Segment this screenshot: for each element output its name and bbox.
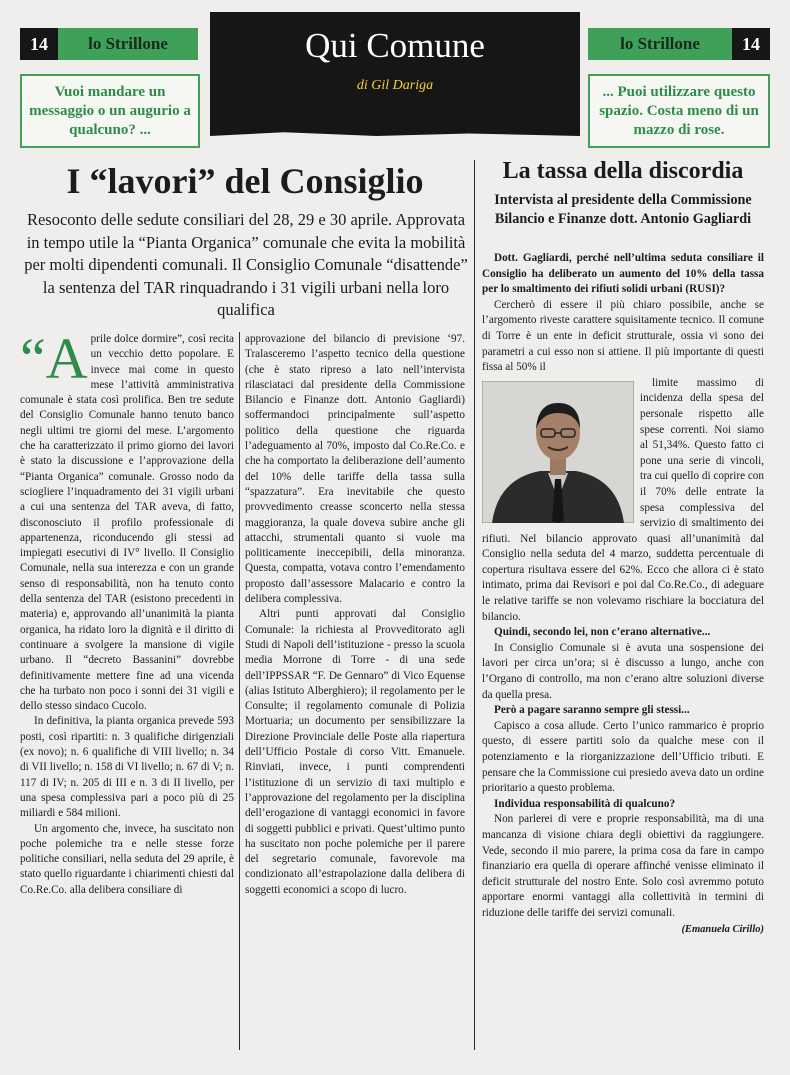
article-subtitle: Resoconto delle sedute consiliari del 28, 29 e 30 aprile. Approvata in tempo utile la “Pianta Organica” comunale che evita la mobilità per molti dipendenti comunali. Il Consiglio Comunale “disattende” la sentenza del TAR rinquadrando i 31 vigili urbani nella loro qualifica <box>24 210 468 319</box>
article-title: I “lavori” del Consiglio <box>66 161 424 201</box>
interview-body <box>482 251 764 937</box>
article-divider <box>474 160 475 1050</box>
paragraph: In definitiva, la pianta organica prevede 593 posti, così ripartiti: n. 3 qualifiche dirigenziali (ex novo); n. 6 qualifiche di VIII livello; n. 34 di VII livello; n. 158 di VI livello; n. 67 di V; n. 117 di IV; n. 205 di III e n. 3 di II livello, per una spesa complessiva pari a poco più di 25 miliardi e 584 milioni. <box>20 715 234 820</box>
page-number-right: 14 <box>732 28 770 60</box>
column-byline: di Gil Dariga <box>356 78 434 93</box>
drop-cap: “A <box>20 326 88 391</box>
interview-question: Però a pagare saranno sempre gli stessi... <box>494 704 690 717</box>
paragraph-text: prile dolce dormire”, così recita un vecchio detto popolare. E invece mai come in questo mese l’attività amministrativa comunale è stata così prolifica. Ben tre sedute del Consiglio Comunale hanno tenuto banco negli ultimi tre giorni del mese. L’argomento che ha caratterizzato il primo giorno dei lavori è stato la discussione e l’approvazione della “Pianta Organica” comunale. Grosso nodo da sciogliere l’inquadramento dei 31 vigili urbani a cui una sentenza del TAR aveva, di fatto, disconosciuto il profilo professionale di appartenenza, riconducendo gli stessi ad impiegati esecutivi di IV° livello. Il Consiglio Comunale, nella sua interezza e con un grande senso di responsabilità, non ha tenuto conto della sentenza del TAR (esistono precedenti in materia) e, approvando all’unanimità la pianta organica, ha ridato loro la dignità e il diritto di continuare a svolgere la mansione di vigile urbano. Il “decreto Bassanini” dovrebbe definitivamente mettere fine ad una vicenda che ha turbato non poco i sonni dei 31 vigili e dello stesso sindaco Cucolo. <box>20 333 234 713</box>
interview-title: La tassa della discordia <box>502 158 744 184</box>
interview-answer: In Consiglio Comunale si è avuta una sospensione dei lavori per circa un’ora; si è discusso a lungo, anche con l’Organo di controllo, ma non c’erano altre soluzioni diverse da quella presa. <box>482 641 764 701</box>
interview-question: Quindi, secondo lei, non c’erano alternative... <box>494 626 711 639</box>
paragraph: Altri punti approvati dal Consiglio Comunale: la richiesta al Provveditorato agli Studi di Napoli dell’istituzione - presso la scuola media Morrone di Torre - di una sede dell’IPPSSAR “F. De Gennaro” di Vico Equense (alias Istituto Alberghiero); il regolamento per le Consulte; il regolamento comunale di Polizia Mortuaria; un documento per sensibilizzare la Direzione Provinciale delle Poste alla riapertura dell’Ufficio Postale di corso Vitt. Emanuele. Rinviati, invece, i punti comprendenti l’istituzione di un servizio di taxi multiplo e l’approvazione del regolamento per la disciplina dell’erogazione di vantaggi economici in favore di soggetti pubblici e privati. Quest’ultimo punto ha suscitato non poche polemiche per il parere del segretario comunale, favorevole ma condizionato all’estrapolazione dalla delibera di soggetti economici a scopo di lucro. <box>245 608 465 896</box>
interview-question: Individua responsabilità di qualcuno? <box>494 797 676 810</box>
page-number-left: 14 <box>20 28 58 60</box>
portrait-photo <box>482 381 634 523</box>
article-column-1 <box>20 326 234 898</box>
promo-box-left <box>20 74 200 148</box>
paragraph: Un argomento che, invece, ha suscitato non poche polemiche tra e nelle stesse forze politiche consiliari, nella seduta del 29 aprile, è stato quello riguardante i chiarimenti chiesti dal Co.Re.Co. alla delibera consiliare di <box>20 822 234 896</box>
interview-answer <box>482 812 764 935</box>
promo-box-right <box>588 74 770 148</box>
article-column-2 <box>245 332 465 898</box>
section-tab-left <box>20 28 198 60</box>
interview-answer: Capisco a cosa allude. Certo l’unico rammarico è proprio questo, di essere partiti solo da qualche mese con il potenziamento e la riorganizzazione dell’Ufficio tributi. E pensare che la Commissione cui presiedo aveva dato un ordine prioritario a questo problema. <box>482 719 764 795</box>
column-divider <box>239 332 240 1050</box>
promo-text-left: Vuoi mandare un messaggio o un augurio a qualcuno? ... <box>29 83 191 138</box>
interview-answer: Cercherò di essere il più chiaro possibile, anche se l’argomento riveste carattere squisitamente tecnico. Il comune di Torre è un ente in deficit strutturale, ossia vi sono dei parametri a cui esso non si attiene. Il più importante di questi fissa al 50% il <box>482 298 764 374</box>
interview-question: Dott. Gagliardi, perché nell’ultima seduta consiliare il Consiglio ha deliberato un aumento del 10% della tassa per lo smaltimento dei rifiuti solidi urbani (RUSI)? <box>482 252 764 296</box>
promo-text-right: ... Puoi utilizzare questo spazio. Costa meno di un mazzo di rose. <box>599 83 759 138</box>
paragraph: approvazione del bilancio di previsione ‘97. Tralasceremo l’aspetto tecnico della questione (che è stato ripreso a lato nell’intervista rilasciataci dal presidente della Commissione Bilancio e Finanze dott. Antonio Gagliardi) soffermandoci principalmente sull’aspetto politico della questione che riguarda l’adeguamento al 70%, imposto dal Co.Re.Co. e che ha comportato la deliberazione dell’aumento del 10% delle tariffe della tassa sulla “spazzatura”. Era inevitabile che questo provvedimento creasse sconcerto nella stessa maggioranza, la quale doveva subire anche gli attacchi, strumentali quanto si vuole ma politicamente ineccepibili, della minoranza. Questa, compatta, votava contro l’emendamento proposto dall’assessore Malacario e contro la delibera complessiva. <box>245 333 465 606</box>
section-name-left: lo Strillone <box>58 28 198 60</box>
section-tab-right <box>588 28 770 60</box>
portrait-image <box>482 381 634 523</box>
paragraph <box>20 326 234 714</box>
interview-answer-continued: limite massimo di incidenza della spesa del personale rispetto alle spese correnti. Noi siamo al 51,34%. Questo fatto ci pone una serie di vincoli, tra cui quello di coprire con il 70% delle entrate la spesa complessiva del servizio di smaltimento dei rifiuti. Nel bilancio approvato quasi all’unanimità dal Consiglio nella seduta del 4 marzo, suddetta percentuale di copertura risultava essere del 62%. Ecco che allora ci è stato intimato, prima dai Revisori e poi dal Co.Re.Co., di adeguare le relative tariffe se non volevamo rischiare la bocciatura del bilancio. <box>482 376 764 623</box>
interview-subtitle: Intervista al presidente della Commissione Bilancio e Finanze dott. Antonio Gagliardi <box>494 192 752 227</box>
interview-answer-text: Non parlerei di vere e proprie responsabilità, ma di una mancanza di visione chiara degli obiettivi da raggiungere. Vede, secondo il mio parere, la prima cosa da fare in campo finanziario era quella di operare affinché venisse eliminato il deficit strutturale del nostro Ente. Solo così avremmo potuto apportare enormi vantaggi alla collettività in termini di riduzione delle tariffe dei servizi comunali. <box>482 813 764 919</box>
section-name-right: lo Strillone <box>588 28 732 60</box>
column-title: Qui Comune <box>305 26 485 65</box>
author-signature: (Emanuela Cirillo) <box>681 923 764 935</box>
